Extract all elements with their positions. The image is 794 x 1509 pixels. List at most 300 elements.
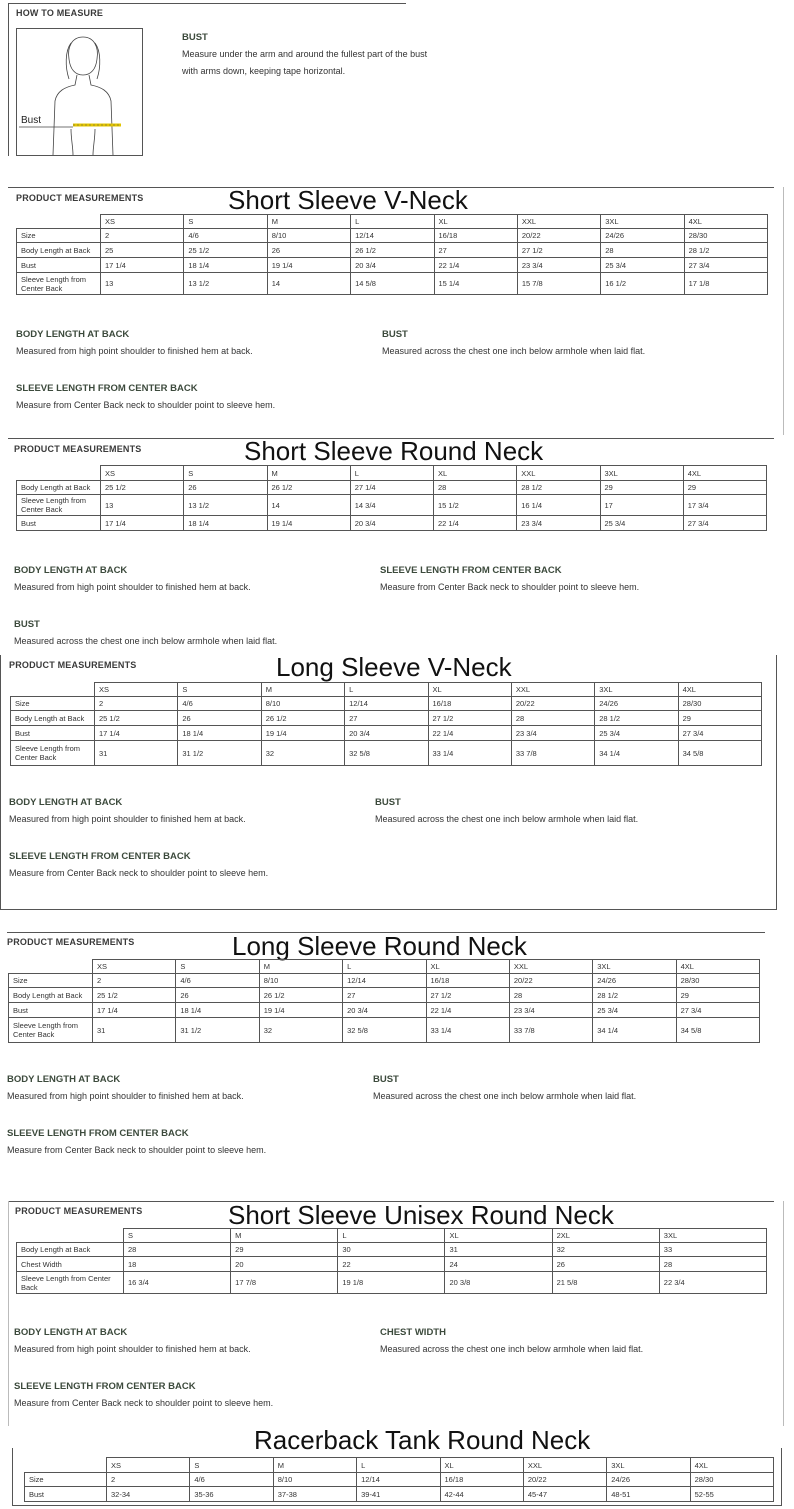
desc-title: BUST: [375, 797, 401, 808]
column-header: M: [261, 683, 344, 697]
desc-title: BODY LENGTH AT BACK: [16, 329, 130, 340]
table-cell: 32: [261, 741, 344, 766]
table-cell: 14 5/8: [351, 273, 434, 295]
table-cell: 26 1/2: [261, 711, 344, 726]
desc-title: BODY LENGTH AT BACK: [9, 797, 123, 808]
column-header: XL: [434, 466, 517, 481]
table-row: [17, 516, 767, 531]
table-cell: 28: [659, 1257, 766, 1272]
table-row: [11, 711, 762, 726]
table-cell: 32: [552, 1243, 659, 1257]
table-cell: 29: [676, 988, 759, 1003]
table-cell: 25 3/4: [601, 258, 684, 273]
column-header: 4XL: [690, 1458, 773, 1473]
table-cell: 16 1/4: [517, 495, 600, 516]
desc-title: BODY LENGTH AT BACK: [14, 565, 128, 576]
table-row: [25, 1473, 774, 1487]
measurement-table: [24, 1457, 774, 1502]
table-header-row: [17, 466, 767, 481]
column-header: M: [267, 215, 350, 229]
table-cell: 28: [509, 988, 592, 1003]
table-cell: 20 3/4: [343, 1003, 426, 1018]
row-label: Sleeve Length from Center Back: [17, 273, 101, 295]
section-title: Long Sleeve Round Neck: [232, 931, 527, 961]
column-header: XS: [101, 215, 184, 229]
table-cell: 27: [343, 988, 426, 1003]
table-cell: 30: [338, 1243, 445, 1257]
measurement-table: [16, 1228, 767, 1294]
table-cell: 26: [184, 481, 267, 495]
row-label: Sleeve Length from Center Back: [17, 1272, 124, 1294]
table-cell: 13: [101, 495, 184, 516]
table-cell: 48-51: [607, 1487, 690, 1502]
table-cell: 17 1/4: [101, 516, 184, 531]
table-cell: 18 1/4: [184, 516, 267, 531]
column-header: XXL: [517, 466, 600, 481]
table-cell: 22 1/4: [426, 1003, 509, 1018]
column-header: XS: [101, 466, 184, 481]
column-header: M: [267, 466, 350, 481]
table-cell: 4/6: [178, 697, 261, 711]
column-header: 3XL: [601, 215, 684, 229]
table-cell: 17 1/4: [93, 1003, 176, 1018]
table-cell: 16 1/2: [601, 273, 684, 295]
column-header: 3XL: [595, 683, 678, 697]
product-measurements-heading: PRODUCT MEASUREMENTS: [7, 937, 135, 947]
table-cell: 19 1/4: [267, 516, 350, 531]
table-cell: 28/30: [676, 974, 759, 988]
table-cell: 33 7/8: [509, 1018, 592, 1043]
column-header: L: [338, 1229, 445, 1243]
table-cell: 22: [338, 1257, 445, 1272]
column-header: S: [184, 215, 267, 229]
section-title: Short Sleeve Unisex Round Neck: [228, 1200, 614, 1230]
product-measurements-heading: PRODUCT MEASUREMENTS: [9, 660, 137, 670]
table-cell: 20: [231, 1257, 338, 1272]
table-header-row: [25, 1458, 774, 1473]
column-header: L: [351, 215, 434, 229]
column-header: XXL: [509, 960, 592, 974]
column-header: 2XL: [552, 1229, 659, 1243]
row-label: Size: [17, 229, 101, 243]
desc-title: BUST: [382, 329, 408, 340]
desc-text: Measured from high point shoulder to finished hem at back.: [14, 582, 251, 592]
right-rule: [781, 1448, 782, 1506]
table-cell: 15 7/8: [517, 273, 600, 295]
row-label: Body Length at Back: [9, 988, 93, 1003]
table-cell: 31: [445, 1243, 552, 1257]
desc-text: Measured across the chest one inch below armhole when laid flat.: [380, 1344, 644, 1354]
column-header: 4XL: [684, 215, 767, 229]
table-row: [9, 974, 760, 988]
table-cell: 14 3/4: [350, 495, 433, 516]
table-cell: 27 3/4: [678, 726, 761, 741]
table-cell: 12/14: [345, 697, 428, 711]
table-cell: 26 1/2: [351, 243, 434, 258]
table-cell: 28: [511, 711, 594, 726]
table-row: [17, 1257, 767, 1272]
table-cell: 32-34: [107, 1487, 190, 1502]
table-cell: 33: [659, 1243, 766, 1257]
table-cell: 39-41: [357, 1487, 440, 1502]
desc-title: BUST: [14, 619, 40, 630]
table-cell: 16 3/4: [124, 1272, 231, 1294]
table-row: [9, 1003, 760, 1018]
table-cell: 23 3/4: [509, 1003, 592, 1018]
measurement-table: [10, 682, 762, 766]
table-cell: 26: [176, 988, 259, 1003]
desc-text: Measure from Center Back neck to shoulder point to sleeve hem.: [9, 868, 269, 878]
how-to-measure-heading: HOW TO MEASURE: [16, 8, 104, 18]
column-header: XS: [93, 960, 176, 974]
table-cell: 25 1/2: [93, 988, 176, 1003]
table-cell: 12/14: [343, 974, 426, 988]
column-header: XL: [434, 215, 517, 229]
table-cell: 19 1/8: [338, 1272, 445, 1294]
table-cell: 12/14: [357, 1473, 440, 1487]
table-row: [17, 273, 768, 295]
table-cell: 16/18: [440, 1473, 523, 1487]
table-cell: 31: [93, 1018, 176, 1043]
table-cell: 26: [552, 1257, 659, 1272]
table-cell: 28 1/2: [593, 988, 676, 1003]
table-cell: 15 1/2: [434, 495, 517, 516]
row-label: Chest Width: [17, 1257, 124, 1272]
row-label: Size: [9, 974, 93, 988]
column-header: XXL: [523, 1458, 606, 1473]
table-row: [17, 243, 768, 258]
table-cell: 29: [678, 711, 761, 726]
table-cell: 22 1/4: [434, 516, 517, 531]
table-cell: 27 3/4: [683, 516, 766, 531]
table-cell: 15 1/4: [434, 273, 517, 295]
table-cell: 28/30: [684, 229, 767, 243]
table-cell: 28 1/2: [517, 481, 600, 495]
column-header: 4XL: [676, 960, 759, 974]
row-label: Size: [11, 697, 95, 711]
right-rule: [783, 1201, 784, 1426]
table-cell: 13: [101, 273, 184, 295]
desc-text: Measure from Center Back neck to shoulder point to sleeve hem.: [7, 1145, 267, 1155]
table-cell: 29: [683, 481, 766, 495]
measurement-table: [8, 959, 760, 1043]
desc-title: BODY LENGTH AT BACK: [14, 1327, 128, 1338]
table-cell: 25: [101, 243, 184, 258]
column-header: XS: [95, 683, 178, 697]
column-header: L: [343, 960, 426, 974]
row-label: Sleeve Length from Center Back: [11, 741, 95, 766]
table-cell: 25 3/4: [593, 1003, 676, 1018]
table-header-row: [17, 1229, 767, 1243]
table-cell: 31: [95, 741, 178, 766]
table-cell: 20/22: [523, 1473, 606, 1487]
table-cell: 17 3/4: [683, 495, 766, 516]
column-header: XXL: [511, 683, 594, 697]
column-header: S: [184, 466, 267, 481]
column-header: XL: [428, 683, 511, 697]
table-header-row: [17, 215, 768, 229]
column-header: 3XL: [593, 960, 676, 974]
table-cell: 27: [345, 711, 428, 726]
section-bottom-rule: [12, 1505, 782, 1506]
table-cell: 4/6: [176, 974, 259, 988]
column-header: M: [259, 960, 342, 974]
desc-title: SLEEVE LENGTH FROM CENTER BACK: [14, 1381, 196, 1392]
column-header: L: [350, 466, 433, 481]
table-cell: 20 3/4: [350, 516, 433, 531]
table-cell: 20/22: [509, 974, 592, 988]
column-header: 3XL: [607, 1458, 690, 1473]
column-header: [17, 466, 101, 481]
row-label: Bust: [11, 726, 95, 741]
column-header: XL: [426, 960, 509, 974]
table-cell: 8/10: [267, 229, 350, 243]
desc-title: SLEEVE LENGTH FROM CENTER BACK: [16, 383, 198, 394]
table-cell: 34 1/4: [593, 1018, 676, 1043]
table-cell: 27 3/4: [684, 258, 767, 273]
desc-text: Measured from high point shoulder to finished hem at back.: [9, 814, 246, 824]
table-cell: 19 1/4: [261, 726, 344, 741]
product-measurements-heading: PRODUCT MEASUREMENTS: [15, 1206, 143, 1216]
left-rule: [0, 655, 1, 910]
column-header: S: [178, 683, 261, 697]
table-cell: 28/30: [690, 1473, 773, 1487]
table-cell: 24: [445, 1257, 552, 1272]
table-cell: 12/14: [351, 229, 434, 243]
table-row: [11, 741, 762, 766]
table-cell: 29: [600, 481, 683, 495]
table-cell: 14: [267, 495, 350, 516]
column-header: [17, 215, 101, 229]
table-cell: 18 1/4: [184, 258, 267, 273]
column-header: L: [345, 683, 428, 697]
table-row: [25, 1487, 774, 1502]
column-header: 4XL: [683, 466, 766, 481]
column-header: XL: [440, 1458, 523, 1473]
table-cell: 52-55: [690, 1487, 773, 1502]
column-header: S: [176, 960, 259, 974]
table-cell: 23 3/4: [517, 258, 600, 273]
table-cell: 32 5/8: [345, 741, 428, 766]
table-cell: 18: [124, 1257, 231, 1272]
table-cell: 28: [434, 481, 517, 495]
table-cell: 33 1/4: [428, 741, 511, 766]
table-cell: 35-36: [190, 1487, 273, 1502]
measurement-table: [16, 214, 768, 295]
table-cell: 25 3/4: [595, 726, 678, 741]
table-cell: 34 5/8: [676, 1018, 759, 1043]
column-header: [25, 1458, 107, 1473]
table-row: [17, 1243, 767, 1257]
column-header: M: [231, 1229, 338, 1243]
table-cell: 8/10: [261, 697, 344, 711]
table-cell: 17 1/8: [684, 273, 767, 295]
table-cell: 8/10: [259, 974, 342, 988]
table-cell: 2: [93, 974, 176, 988]
row-label: Bust: [17, 516, 101, 531]
left-rule: [8, 1201, 9, 1426]
table-cell: 28: [601, 243, 684, 258]
table-cell: 26: [267, 243, 350, 258]
woman-outline-icon: [17, 29, 142, 155]
row-label: Bust: [25, 1487, 107, 1502]
table-cell: 42-44: [440, 1487, 523, 1502]
desc-text: Measured from high point shoulder to finished hem at back.: [16, 346, 253, 356]
table-cell: 23 3/4: [511, 726, 594, 741]
column-header: XXL: [517, 215, 600, 229]
table-cell: 27 3/4: [676, 1003, 759, 1018]
desc-text: Measured across the chest one inch below armhole when laid flat.: [373, 1091, 637, 1101]
table-cell: 20 3/8: [445, 1272, 552, 1294]
product-measurements-heading: PRODUCT MEASUREMENTS: [14, 444, 142, 454]
table-cell: 27 1/2: [517, 243, 600, 258]
bust-title: BUST: [182, 32, 208, 43]
desc-text: Measured from high point shoulder to finished hem at back.: [7, 1091, 244, 1101]
table-cell: 24/26: [607, 1473, 690, 1487]
table-header-row: [9, 960, 760, 974]
table-cell: 24/26: [593, 974, 676, 988]
row-label: Size: [25, 1473, 107, 1487]
table-cell: 16/18: [428, 697, 511, 711]
desc-text: Measured from high point shoulder to finished hem at back.: [14, 1344, 251, 1354]
measurement-table: [16, 465, 767, 531]
desc-text: Measured across the chest one inch below armhole when laid flat.: [382, 346, 646, 356]
table-cell: 13 1/2: [184, 273, 267, 295]
table-cell: 31 1/2: [178, 741, 261, 766]
column-header: [11, 683, 95, 697]
desc-text: Measured across the chest one inch below armhole when laid flat.: [375, 814, 639, 824]
table-cell: 26 1/2: [267, 481, 350, 495]
table-cell: 17 1/4: [101, 258, 184, 273]
bust-figure: [16, 28, 143, 156]
section-title: Racerback Tank Round Neck: [254, 1425, 591, 1455]
row-label: Bust: [9, 1003, 93, 1018]
row-label: Body Length at Back: [17, 481, 101, 495]
table-cell: 18 1/4: [176, 1003, 259, 1018]
table-cell: 13 1/2: [184, 495, 267, 516]
table-cell: 20/22: [511, 697, 594, 711]
bust-text-line-1: Measure under the arm and around the fullest part of the bust: [182, 49, 428, 59]
table-cell: 33 7/8: [511, 741, 594, 766]
table-cell: 19 1/4: [259, 1003, 342, 1018]
row-label: Sleeve Length from Center Back: [9, 1018, 93, 1043]
row-label: Body Length at Back: [17, 1243, 124, 1257]
column-header: 3XL: [600, 466, 683, 481]
table-cell: 26: [178, 711, 261, 726]
section-title: Short Sleeve Round Neck: [244, 436, 544, 466]
table-row: [17, 229, 768, 243]
left-rule: [12, 1448, 13, 1506]
table-cell: 34 1/4: [595, 741, 678, 766]
table-row: [17, 495, 767, 516]
table-cell: 25 1/2: [184, 243, 267, 258]
table-cell: 27 1/2: [428, 711, 511, 726]
table-row: [11, 697, 762, 711]
top-rule: [8, 3, 406, 4]
product-measurements-heading: PRODUCT MEASUREMENTS: [16, 193, 144, 203]
table-cell: 33 1/4: [426, 1018, 509, 1043]
table-cell: 2: [95, 697, 178, 711]
section-bottom-rule: [0, 909, 777, 910]
desc-title: SLEEVE LENGTH FROM CENTER BACK: [380, 565, 562, 576]
figure-bust-label: Bust: [21, 115, 42, 126]
section-title: Long Sleeve V-Neck: [276, 652, 512, 682]
table-cell: 29: [231, 1243, 338, 1257]
table-row: [9, 988, 760, 1003]
table-cell: 22 3/4: [659, 1272, 766, 1294]
column-header: L: [357, 1458, 440, 1473]
table-cell: 2: [101, 229, 184, 243]
table-cell: 17 7/8: [231, 1272, 338, 1294]
table-cell: 23 3/4: [517, 516, 600, 531]
desc-text: Measure from Center Back neck to shoulder point to sleeve hem.: [14, 1398, 274, 1408]
table-cell: 20/22: [517, 229, 600, 243]
row-label: Bust: [17, 258, 101, 273]
desc-text: Measured across the chest one inch below armhole when laid flat.: [14, 636, 278, 646]
table-cell: 4/6: [184, 229, 267, 243]
desc-text: Measure from Center Back neck to shoulder point to sleeve hem.: [16, 400, 276, 410]
table-row: [17, 481, 767, 495]
row-label: Body Length at Back: [17, 243, 101, 258]
desc-title: SLEEVE LENGTH FROM CENTER BACK: [9, 851, 191, 862]
table-cell: 21 5/8: [552, 1272, 659, 1294]
desc-text: Measure from Center Back neck to shoulder point to sleeve hem.: [380, 582, 640, 592]
table-cell: 20 3/4: [351, 258, 434, 273]
table-cell: 18 1/4: [178, 726, 261, 741]
table-cell: 32 5/8: [343, 1018, 426, 1043]
table-cell: 27 1/2: [426, 988, 509, 1003]
column-header: 4XL: [678, 683, 761, 697]
table-cell: 20 3/4: [345, 726, 428, 741]
desc-title: BUST: [373, 1074, 399, 1085]
column-header: S: [124, 1229, 231, 1243]
table-cell: 16/18: [434, 229, 517, 243]
right-rule: [783, 187, 784, 435]
table-cell: 28 1/2: [595, 711, 678, 726]
table-header-row: [11, 683, 762, 697]
desc-title: SLEEVE LENGTH FROM CENTER BACK: [7, 1128, 189, 1139]
desc-title: BODY LENGTH AT BACK: [7, 1074, 121, 1085]
right-rule: [776, 655, 777, 910]
table-row: [17, 258, 768, 273]
table-cell: 27 1/4: [350, 481, 433, 495]
table-cell: 28: [124, 1243, 231, 1257]
table-cell: 4/6: [190, 1473, 273, 1487]
row-label: Sleeve Length from Center Back: [17, 495, 101, 516]
table-cell: 25 1/2: [101, 481, 184, 495]
table-cell: 2: [107, 1473, 190, 1487]
table-cell: 14: [267, 273, 350, 295]
table-cell: 24/26: [595, 697, 678, 711]
table-cell: 17: [600, 495, 683, 516]
left-rule: [8, 3, 9, 156]
column-header: M: [273, 1458, 356, 1473]
table-cell: 16/18: [426, 974, 509, 988]
table-cell: 22 1/4: [428, 726, 511, 741]
table-cell: 19 1/4: [267, 258, 350, 273]
column-header: XL: [445, 1229, 552, 1243]
table-cell: 34 5/8: [678, 741, 761, 766]
table-cell: 45-47: [523, 1487, 606, 1502]
table-row: [9, 1018, 760, 1043]
table-row: [11, 726, 762, 741]
table-cell: 26 1/2: [259, 988, 342, 1003]
table-cell: 37-38: [273, 1487, 356, 1502]
table-cell: 25 3/4: [600, 516, 683, 531]
bust-text-line-2: with arms down, keeping tape horizontal.: [182, 66, 346, 76]
column-header: [9, 960, 93, 974]
row-label: Body Length at Back: [11, 711, 95, 726]
